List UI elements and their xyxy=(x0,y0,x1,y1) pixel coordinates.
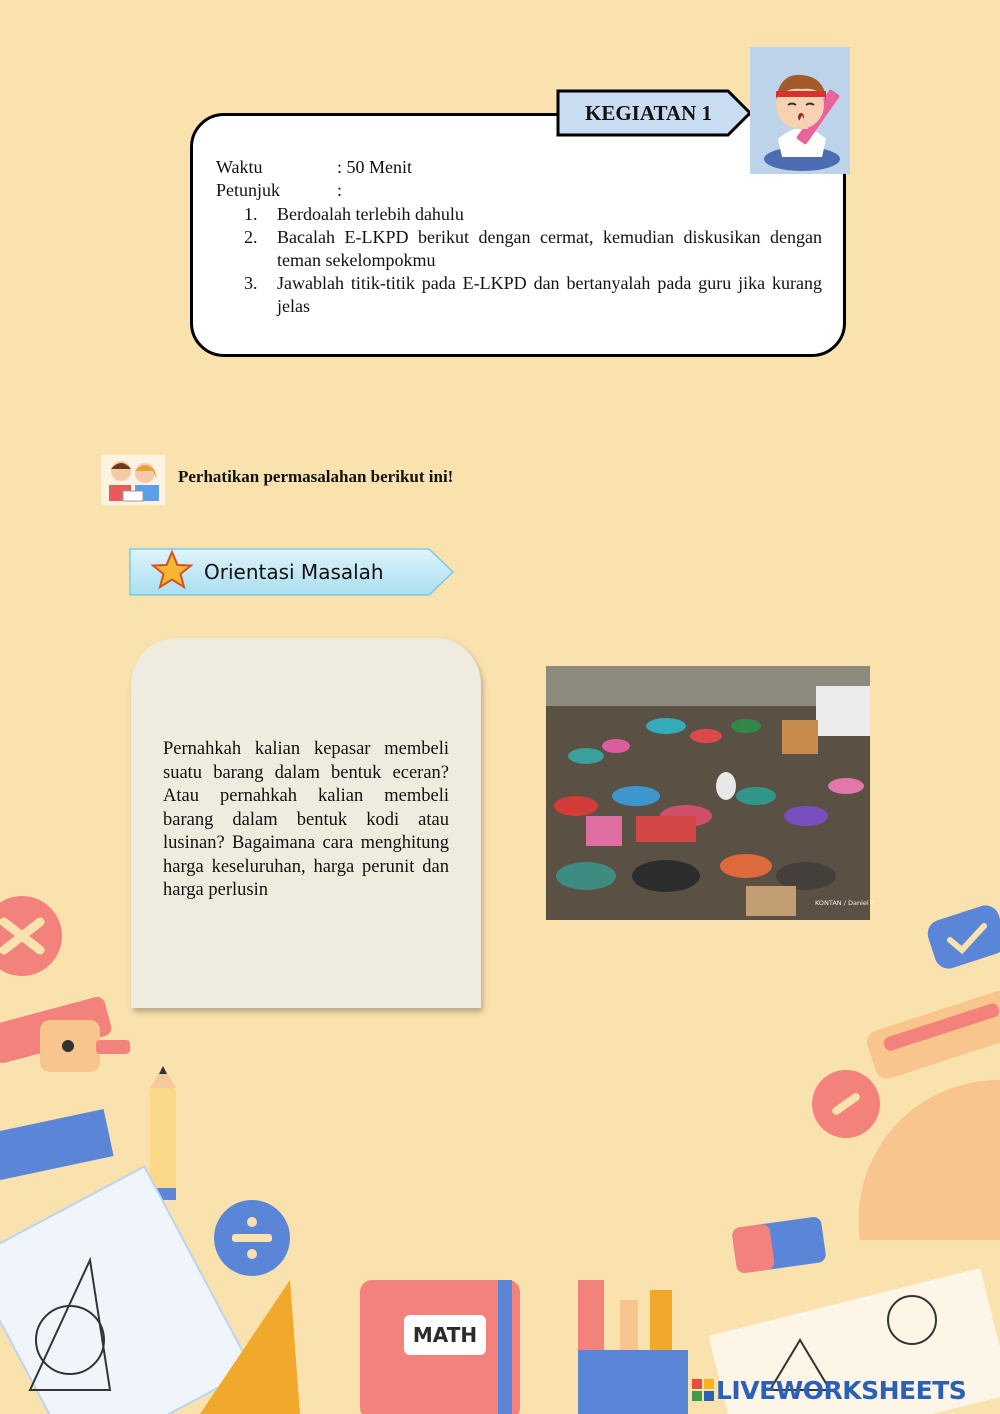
liveworksheets-logo xyxy=(692,1372,966,1408)
math-book-icon xyxy=(360,1280,520,1414)
step-number: 2. xyxy=(244,227,258,247)
kids-reading-icon xyxy=(101,455,165,505)
step-text: Bacalah E-LKPD berikut dengan cermat, kemudian diskusikan dengan teman sekelompokmu xyxy=(277,227,822,270)
plus-circle-icon xyxy=(0,896,62,976)
time-label: Waktu xyxy=(216,157,263,177)
minus-circle-icon xyxy=(812,1070,880,1138)
problem-text: Pernahkah kalian kepasar membeli suatu barang dalam bentuk eceran? Atau pernahkah kalian membeli barang dalam bentuk kodi atau lusinan? Bagaimana cara menghitung harga keseluruhan, harga perunit dan harga perlusin xyxy=(163,739,449,900)
photo-credit: KONTAN / Daniel P xyxy=(815,899,875,907)
step-text: Berdoalah terlebih dahulu xyxy=(277,204,464,224)
step-number: 1. xyxy=(244,204,258,224)
eraser-icon xyxy=(731,1216,827,1274)
instruction-step xyxy=(244,226,822,272)
prompt-text: Perhatikan permasalahan berikut ini! xyxy=(178,467,454,486)
instruction-steps xyxy=(244,203,822,318)
pencil-cup-icon xyxy=(578,1280,688,1414)
liveworksheets-brand: LIVEWORKSHEETS xyxy=(716,1375,967,1405)
instruction-step xyxy=(244,203,822,226)
section-title: Orientasi Masalah xyxy=(204,560,384,584)
activity-title: KEGIATAN 1 xyxy=(585,101,712,125)
pencil-icon xyxy=(150,1066,176,1200)
school-supplies-illustration xyxy=(0,860,1000,1414)
praying-boy-mascot xyxy=(750,47,850,174)
instructions-colon: : xyxy=(337,180,343,200)
graph-paper-icon xyxy=(0,1167,252,1414)
ruler-icon xyxy=(0,1109,114,1183)
bar-ruler-icon xyxy=(864,988,1000,1082)
liveworksheets-mark-icon xyxy=(692,1379,714,1401)
compass-icon xyxy=(0,995,130,1072)
check-badge-icon xyxy=(924,902,1000,972)
step-number: 3. xyxy=(244,273,258,293)
step-text: Jawablah titik-titik pada E-LKPD dan bertanyalah pada guru jika kurang jelas xyxy=(277,273,822,316)
instructions-label: Petunjuk xyxy=(216,180,281,200)
math-book-label: MATH xyxy=(412,1323,478,1347)
instruction-step xyxy=(244,272,822,318)
time-value: : 50 Menit xyxy=(337,157,412,177)
divide-circle-icon xyxy=(214,1200,290,1276)
